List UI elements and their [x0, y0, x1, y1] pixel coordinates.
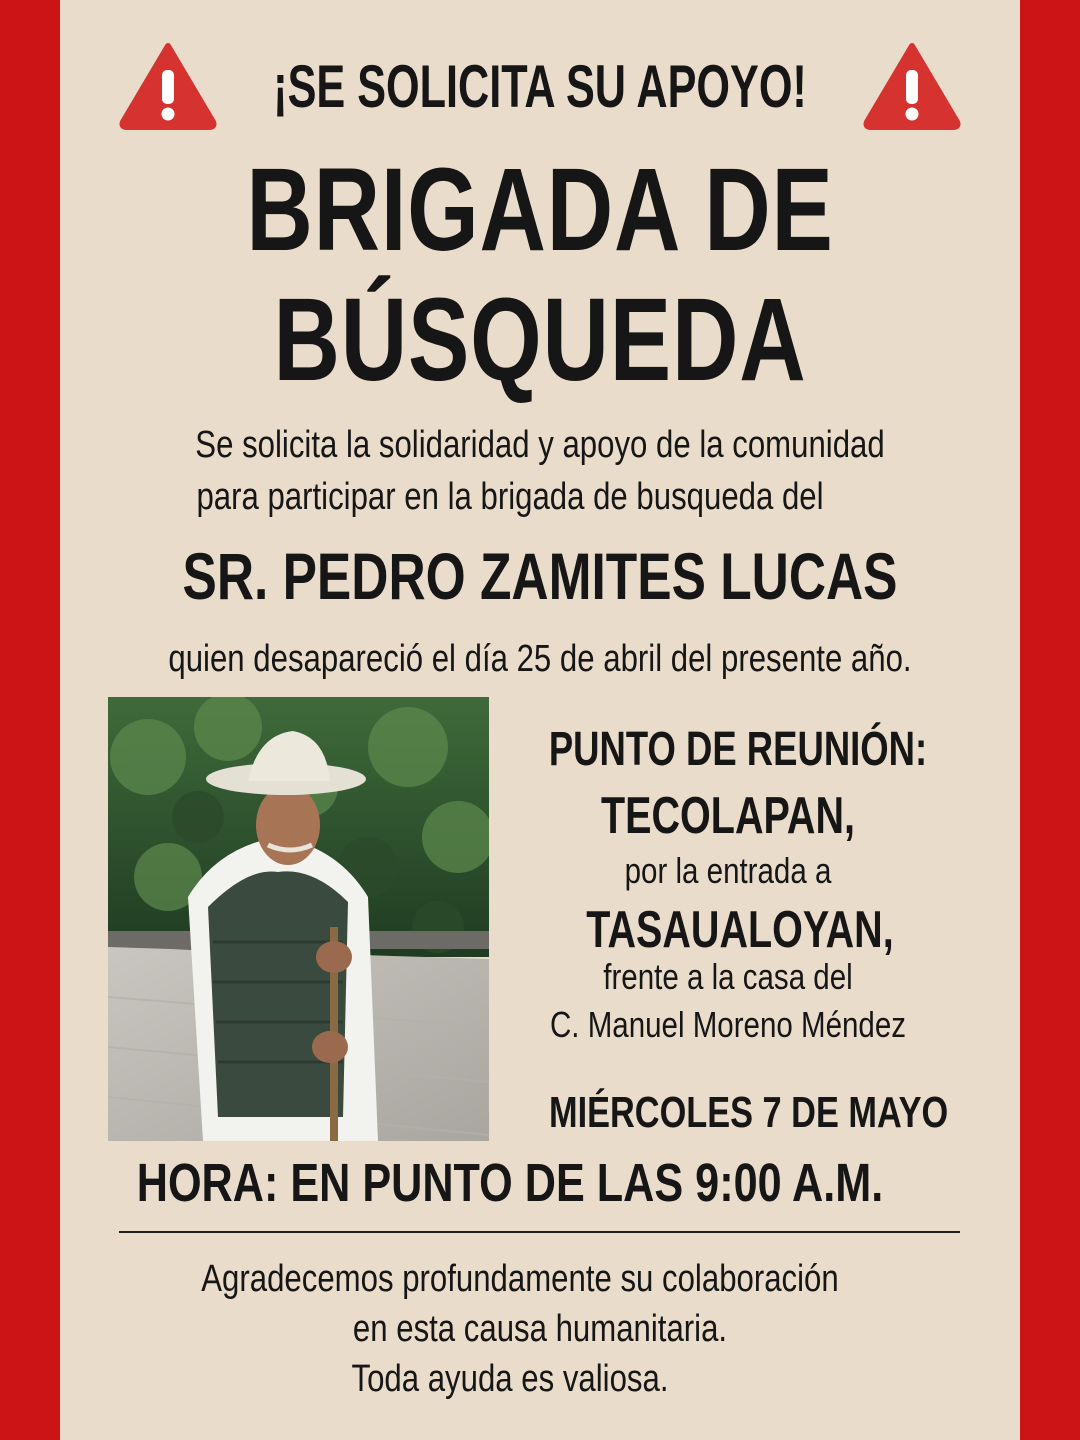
intro-line-1: Se solicita la solidaridad y apoyo de la comunidad [195, 424, 885, 466]
title-line-1: BRIGADA DE [246, 144, 834, 276]
footer-line-2: en esta causa humanitaria. [352, 1308, 728, 1350]
disappearance-date-text: quien desapareció el día 25 de abril del presente año. [168, 638, 912, 680]
missing-person-photo [108, 697, 489, 1141]
meeting-place-1: TECOLAPAN, [601, 787, 855, 845]
meeting-time: HORA: EN PUNTO DE LAS 9:00 A.M. [136, 1153, 884, 1213]
footer-line-3: Toda ayuda es valiosa. [351, 1358, 669, 1400]
intro-line-2: para participar en la brigada de busqueda del [196, 476, 824, 518]
divider [119, 1231, 960, 1233]
right-red-border [1020, 0, 1080, 1440]
missing-person-name: SR. PEDRO ZAMITES LUCAS [182, 539, 898, 613]
footer-line-1: Agradecemos profundamente su colaboración [201, 1258, 839, 1300]
left-red-border [0, 0, 60, 1440]
headline: ¡SE SOLICITA SU APOYO! [273, 53, 807, 120]
host-name: C. Manuel Moreno Méndez [549, 1004, 907, 1045]
meeting-point-label: PUNTO DE REUNIÓN: [548, 723, 928, 776]
meeting-place-2-note: frente a la casa del [603, 956, 853, 997]
meeting-place-2: TASAUALOYAN, [586, 901, 894, 959]
title-line-2: BÚSQUEDA [273, 274, 807, 406]
meeting-date: MIÉRCOLES 7 DE MAYO [549, 1088, 949, 1137]
meeting-place-1-note: por la entrada a [624, 850, 832, 891]
